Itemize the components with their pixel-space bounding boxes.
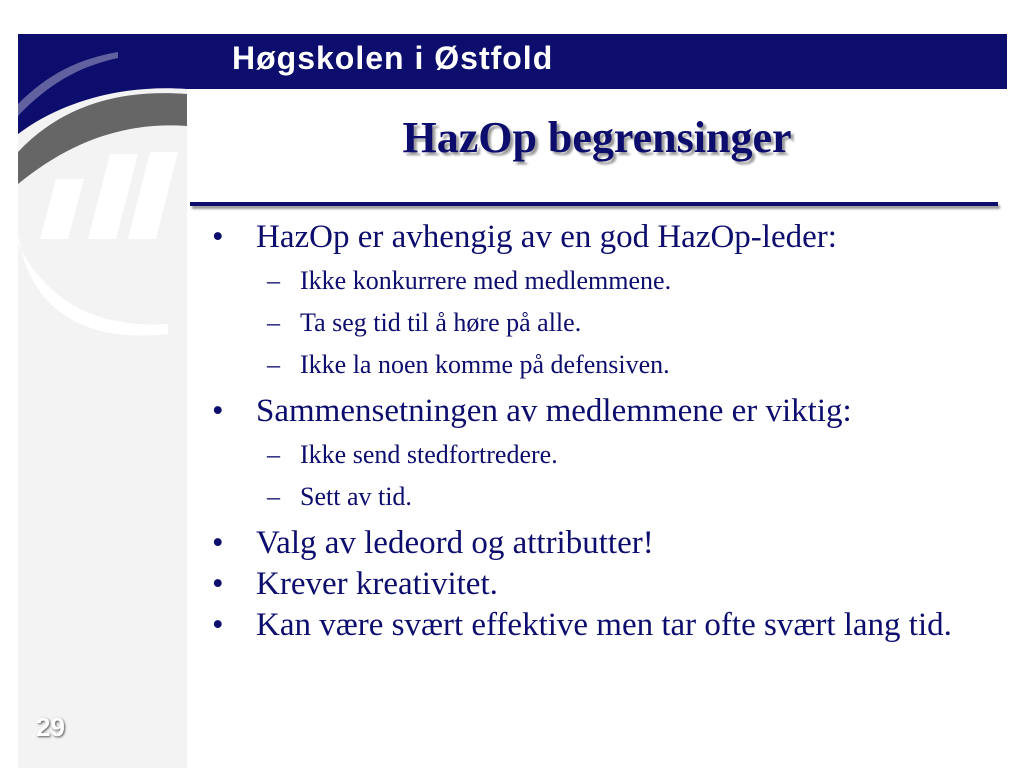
dash-marker: –	[267, 350, 280, 379]
slide-title: HazOp begrensinger	[402, 113, 792, 162]
sub-bullet-text: Ikke konkurrere med medlemmene.	[300, 266, 672, 295]
sub-bullet-item	[212, 440, 992, 470]
bullet-list	[212, 218, 992, 647]
sub-bullet-item	[212, 308, 992, 338]
sub-bullet-text: Ikke la noen komme på defensiven.	[300, 350, 670, 379]
bullet-marker: •	[212, 219, 224, 255]
bullet-item	[212, 606, 992, 644]
sub-bullet-item	[212, 350, 992, 380]
sub-bullet-text: Ikke send stedfortredere.	[300, 440, 558, 469]
bullet-item	[212, 565, 992, 603]
sub-bullet-text: Ta seg tid til å høre på alle.	[300, 308, 582, 337]
bullet-text: HazOp er avhengig av en god HazOp-leder:	[256, 219, 837, 255]
bullet-marker: •	[212, 393, 224, 429]
bullet-marker: •	[212, 607, 224, 643]
dash-marker: –	[267, 482, 280, 511]
title-divider	[190, 202, 998, 206]
bullet-text: Krever kreativitet.	[256, 566, 498, 602]
bullet-text: Sammensetningen av medlemmene er viktig:	[256, 393, 852, 429]
bullet-item	[212, 524, 992, 562]
bullet-marker: •	[212, 566, 224, 602]
bullet-text: Kan være svært effektive men tar ofte svært lang tid.	[256, 607, 952, 643]
sub-bullet-item	[212, 266, 992, 296]
hiof-logo-icon	[18, 34, 188, 364]
bullet-text: Valg av ledeord og attributter!	[256, 525, 654, 561]
sub-bullet-item	[212, 482, 992, 512]
bullet-marker: •	[212, 525, 224, 561]
page-number: 29	[36, 712, 65, 742]
dash-marker: –	[267, 308, 280, 337]
header-bar	[187, 34, 1007, 89]
sub-bullet-text: Sett av tid.	[300, 482, 412, 511]
bullet-item	[212, 218, 992, 256]
org-name: Høgskolen i Østfold	[232, 40, 554, 76]
dash-marker: –	[267, 440, 280, 469]
dash-marker: –	[267, 266, 280, 295]
bullet-item	[212, 392, 992, 430]
